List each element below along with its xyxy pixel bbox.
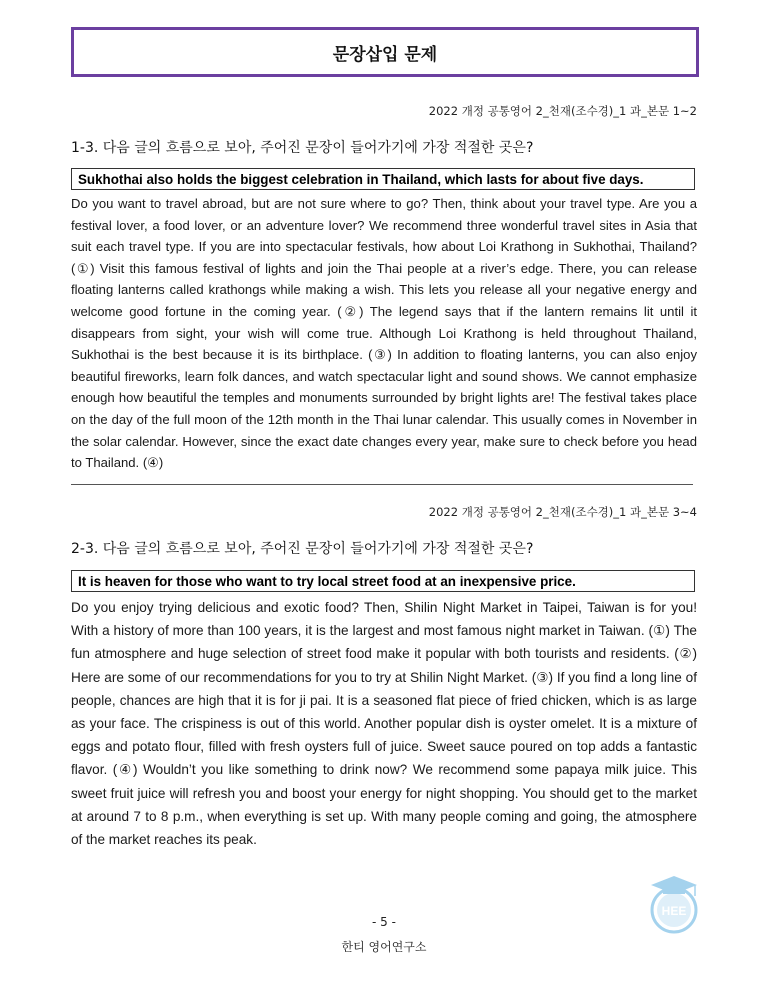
given-sentence-box-1 — [71, 168, 695, 190]
organization-name: 한티 영어연구소 — [341, 940, 427, 954]
passage-2: Do you enjoy trying delicious and exotic food? Then, Shilin Night Market in Taipei, Taiwan is for you! With a history of more than 100 years, it is the largest and most famous night market in Taiwan. (①) The fun atmosphere and huge selection of street food make it popular with both tourists and residents. (②) Here are some of our recommendations for you to try at Shilin Night Market. (③) If you find a long line of people, chances are high that it is for ji pai. It is a seasoned flat piece of fried chicken, which is as large as your face. The crispiness is out of this world. Another popular dish is oyster omelet. It is a mixture of eggs and potato flour, filled with fresh oysters full of juice. Sweet sauce poured on top adds a fantastic flavor. (④) Wouldn’t you like something to drink now? We recommend some papaya milk juice. This sweet fruit juice will refresh you and boost your energy for night shopping. You should get to the market at around 7 to 8 p.m., when everything is set up. With many people coming and going, the atmosphere of the market reaches its peak. — [71, 600, 697, 848]
hee-logo — [645, 874, 703, 936]
given-sentence-box-2 — [71, 570, 695, 592]
given-sentence-2: It is heaven for those who want to try local street food at an inexpensive price. — [78, 573, 576, 589]
given-sentence-1: Sukhothai also holds the biggest celebration in Thailand, which lasts for about five days. — [78, 171, 644, 187]
title-box — [71, 27, 699, 77]
page-number: - 5 - — [372, 915, 396, 929]
source-label-1: 2022 개정 공통영어 2_천재(조수경)_1 과_본문 1~2 — [428, 104, 697, 118]
passage-1: Do you want to travel abroad, but are not sure where to go? Then, think about your travel type. Are you a festival lover, a food lover, or an adventure lover? We recommend three wonderful travel sites in Asia that suit each travel type. If you are into spectacular festivals, how about Loi Krathong in Sukhothai, Thailand? (①) Visit this famous festival of lights and join the Thai people at a river’s edge. There, you can release floating lanterns called krathongs while making a wish. This lets you release all your negative energy and welcome good fortune in the coming year. (②) The legend says that if the lantern remains lit until it disappears from sight, your wish will come true. Although Loi Krathong is held throughout Thailand, Sukhothai is the best because it is its birthplace. (③) In addition to floating lanterns, you can also enjoy beautiful fireworks, learn folk dances, and watch spectacular light and sound shows. We cannot emphasize enough how beautiful the temples and monuments surrounded by bright lights are! The festival takes place on the day of the full moon of the 12th month in the Thai lunar calendar. This usually comes in November in the solar calendar. However, since the exact date changes every year, make sure to check before you head to Thailand. (④) — [71, 196, 697, 471]
question-2: 2-3. 다음 글의 흐름으로 보아, 주어진 문장이 들어가기에 가장 적절한 곳은? — [71, 541, 534, 557]
question-1: 1-3. 다음 글의 흐름으로 보아, 주어진 문장이 들어가기에 가장 적절한 곳은? — [71, 140, 534, 156]
section-divider — [71, 484, 693, 485]
source-label-2: 2022 개정 공통영어 2_천재(조수경)_1 과_본문 3~4 — [428, 505, 697, 519]
logo-text: HEE — [661, 904, 687, 918]
page-title: 문장삽입 문제 — [332, 44, 438, 65]
